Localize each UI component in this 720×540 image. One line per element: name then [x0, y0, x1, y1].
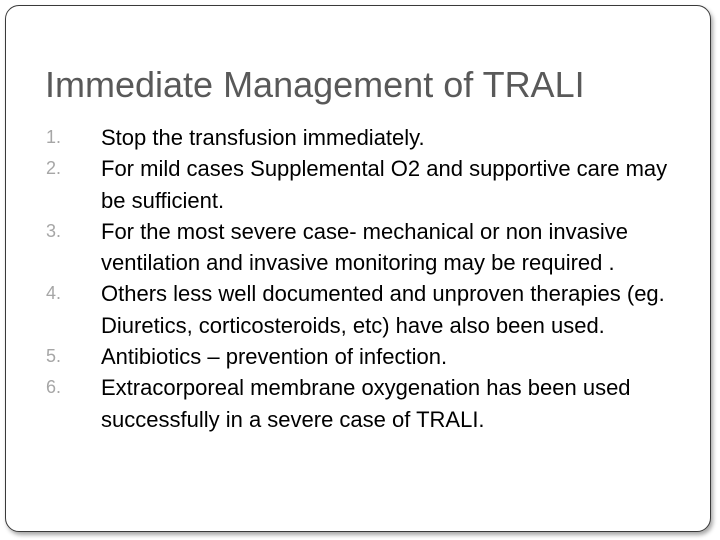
list-item	[46, 153, 686, 216]
list-item	[46, 216, 686, 279]
list-item-number: 4.	[46, 283, 62, 304]
list-item-text: For the most severe case- mechanical or non invasive ventilation and invasive monitoring may be required .	[101, 218, 629, 276]
list-item	[46, 278, 686, 341]
list-item	[46, 122, 686, 153]
list-item-text: Others less well documented and unproven therapies (eg. Diuretics, corticosteroids, etc) have also been used.	[101, 281, 665, 338]
list-item-number: 2.	[46, 158, 62, 179]
list-item-number: 5.	[46, 346, 62, 367]
slide-title: Immediate Management of TRALI	[45, 64, 585, 105]
list-item	[46, 372, 686, 435]
list-item-number: 1.	[46, 127, 62, 147]
management-list	[46, 122, 686, 435]
list-item-text: Stop the transfusion immediately.	[101, 125, 425, 150]
list-item-number: 3.	[46, 220, 62, 241]
slide-frame	[5, 5, 711, 532]
list-item-number: 6.	[46, 377, 62, 398]
list-item-text: For mild cases Supplemental O2 and supportive care may be sufficient.	[101, 156, 668, 213]
list-item-text: Extracorporeal membrane oxygenation has been used successfully in a severe case of TRALI.	[101, 375, 631, 432]
list-item	[46, 341, 686, 372]
list-item-text: Antibiotics – prevention of infection.	[101, 344, 448, 370]
